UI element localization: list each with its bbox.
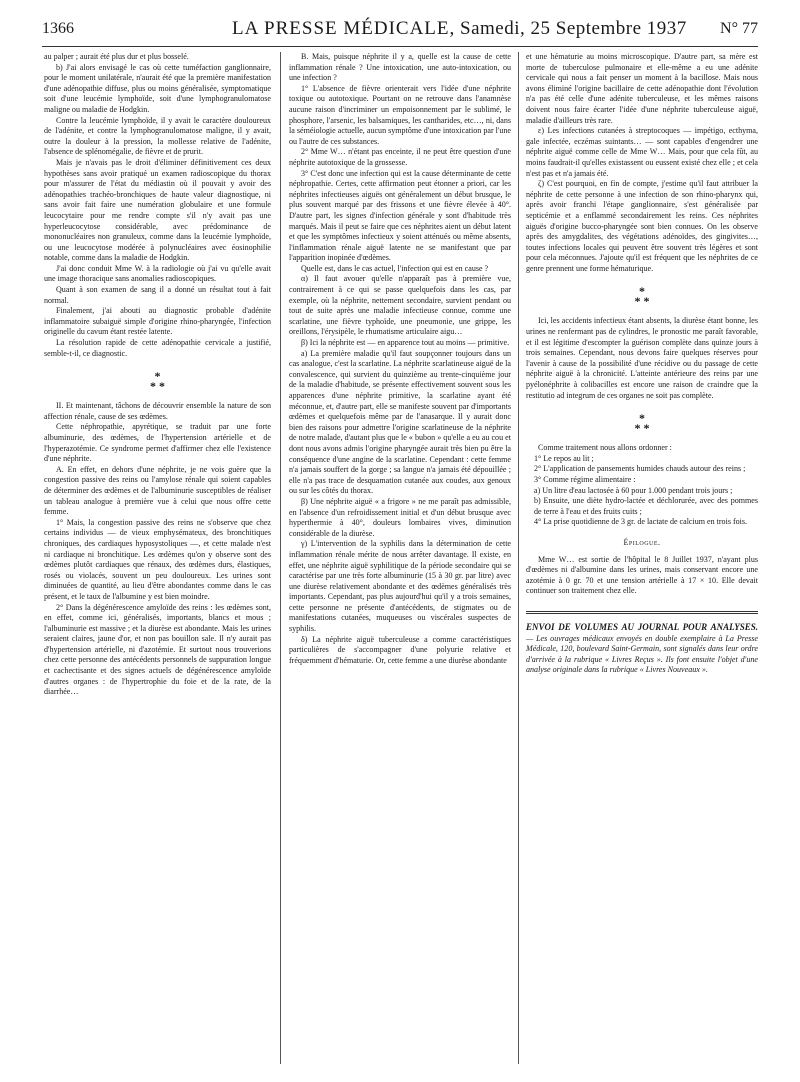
issue-date: , Samedi, 25 Septembre 1937 <box>449 18 687 39</box>
treatment-intro: Comme traitement nous allons ordonner : <box>538 443 672 453</box>
paragraph: Mais je n'avais pas le droit d'éliminer définitivement ces deux hypothèses sans avoir pratiqué un examen radioscopique du thorax pour m'assurer de l'état du médiastin où il pouvait y avoir des adénopathies trachéo-bronchiques de haute valeur diagnostique, ni sans avoir fait faire une numération globulaire et une formule leucocytaire pour me rendre compte s'il n'y avait pas une hyperleucocytose considérable, avec prédominance de mononucléaires non granuleux, comme dans la leucémie lymphoïde, ou une leucocytose modérée à polynucléaires avec éosinophilie notable, comme dans la maladie de Hodgkin. <box>44 157 271 263</box>
paragraph: II. Et maintenant, tâchons de découvrir ensemble la nature de son affection rénale, cause de ses œdèmes. <box>44 401 271 421</box>
paragraph: β) Une néphrite aiguë « a frigore » ne me paraît pas admissible, en l'absence d'un refroidissement initial et d'un début brusque avec hyperthermie à 40°, douleurs lombaires vives, diminution considérable de la diurèse. <box>289 496 511 538</box>
section-separator: * * * <box>150 369 165 394</box>
paragraph: J'ai donc conduit Mme W. à la radiologie où j'ai vu qu'elle avait une image thoracique sans anomalies radioscopiques. <box>44 263 271 284</box>
paragraph: 2° Dans la dégénérescence amyloïde des reins : les œdèmes sont, en effet, comme ici, généralisés, importants, blancs et mous ; l'albuminurie est massive ; et la diurèse est abondante. Mais les urines seraient claires, jaune d'or, et non pas bouillon sale. Il n'y aurait pas d'hypertension artérielle, ni d'azotémie. Et surtout nous trouverions chez cette personne des antécédents personnels de suppuration longue et cachectisante et des signes actuels de dégénérescence amyloïde d'autres organes : de l'hypertrophie du foie et de la rate, de la diarrhée… <box>44 602 271 697</box>
column-middle <box>289 52 511 666</box>
column-divider <box>280 52 281 1064</box>
paragraph: ζ) C'est pourquoi, en fin de compte, j'estime qu'il faut attribuer la néphrite de cette personne à une infection de son rhino-pharynx qui, après avoir franchi l'étape ganglionnaire, s'est généralisée par septicémie et a enflammé secondairement les reins. Ces néphrites aiguës d'origine bucco-pharyngée sont bien connues. On les observe après des amygdalites, des végétations adénoïdes, des gingivites…, toutes infections locales qui peuvent être souvent très légères et sont pour cela méconnues. J'ajoute qu'il est fréquent que les néphrites de ce genre prennent une forme hématurique. <box>526 179 758 273</box>
page-number: 1366 <box>42 20 74 37</box>
issue-number: N° 77 <box>720 20 758 37</box>
column-divider <box>518 52 519 1064</box>
paragraph: La résolution rapide de cette adénopathie cervicale a justifié, semble-t-il, ce diagnostic. <box>44 338 271 358</box>
notice-box <box>526 611 758 676</box>
paragraph: B. Mais, puisque néphrite il y a, quelle est la cause de cette inflammation rénale ? Une intoxication, une auto-intoxication, ou une infection ? <box>289 52 511 83</box>
paragraph: 1° L'absence de fièvre orienterait vers l'idée d'une néphrite toxique ou autotoxique. Pourtant on ne retrouve dans l'anamnèse aucune raison d'incriminer un empoisonnement par le sublimé, le phosphore, l'arsenic, les balsamiques, les cantharides, etc…, ni, dans la séméiologie actuelle, aucun symptôme d'une intoxication par l'une ou l'autre de ces substances. <box>289 83 511 146</box>
paragraph: 1° Mais, la congestion passive des reins ne s'observe que chez certains individus — de vieux emphysémateux, des bronchitiques chroniques, des cardiaques hyposystoliques —, et cette malade n'est ni cardiaque ni bronchitique. Les œdèmes qu'on y observe sont des œdèmes plutôt cardiaques que rénaux, des œdèmes durs, élastiques, rosés ou violacés, souvent un peu douloureux. Les urines sont diminuées de quantité, au lieu d'être abondantes comme dans le cas présent, et le taux de l'albumine y est bien moindre. <box>44 517 271 601</box>
section-separator: * * * <box>634 411 650 436</box>
treatment-item: b) Ensuite, une diète hydro-lactée et déchlorurée, avec des pommes de terre à l'eau et des fruits cuits ; <box>534 496 758 516</box>
paragraph: et une hématurie au moins microscopique. D'autre part, sa mère est morte de tuberculose pulmonaire et elle-même a eu une adénite cervicale qui nous a fait penser un moment à la bacillose. Mais nous avons éliminé l'origine bacillaire de cette adénopathie dont l'évolution n'a pas été celle d'une adénite tuberculeuse, et les mêmes raisons doivent nous faire écarter l'idée d'une néphrite tuberculeuse aiguë, maladie d'ailleurs très rare. <box>526 52 758 125</box>
epilogue-heading: Épilogue. <box>623 537 661 547</box>
paragraph: b) J'ai alors envisagé le cas où cette tuméfaction ganglionnaire, pour le moment unilatérale, n'aurait été que la première manifestation d'une adénopathie diffuse, plus ou moins généralisée, symptomatique soit d'une leucémie lymphoïde, soit d'une lymphogranulomatose maligne ou maladie de Hodgkin. <box>44 62 271 114</box>
notice-title: ENVOI DE VOLUMES AU JOURNAL POUR ANALYSES. <box>526 621 758 632</box>
paragraph: β) Ici la néphrite est — en apparence tout au moins — primitive. <box>301 338 510 348</box>
paragraph: Finalement, j'ai abouti au diagnostic probable d'adénite inflammatoire subaiguë simple d'origine rhino-pharyngée, l'infection originelle du cavum étant restée latente. <box>44 306 271 337</box>
paragraph: 2° Mme W… n'étant pas enceinte, il ne peut être question d'une néphrite autotoxique de la grossesse. <box>289 147 511 167</box>
notice-body: — Les ouvrages médicaux envoyés en double exemplaire à La Presse Médicale, 120, boulevard Saint-Germain, sont signalés dans leur ordre d'arrivée à la rubrique « Livres Reçus ». Ils font ensuite l'objet d'une analyse originale dans la rubrique « Livres Nouveaux ». <box>526 633 758 675</box>
treatment-item: 1° Le repos au lit ; <box>534 453 594 463</box>
column-left <box>44 52 271 698</box>
paragraph: Mme W… est sortie de l'hôpital le 8 Juillet 1937, n'ayant plus d'œdèmes ni d'albumine dans les urines, mais conservant encore une azotémie à 0 gr. 70 et une tension artérielle à 17 × 10. Elle devait continuer son traitement chez elle. <box>526 554 758 596</box>
paragraph: δ) La néphrite aiguë tuberculeuse a comme caractéristiques particulières de s'accompagner d'une polyurie relative et fréquemment d'hématurie. Or, cette femme a une diurèse abondante <box>289 634 511 665</box>
treatment-item: a) Un litre d'eau lactosée à 60 pour 1.000 pendant trois jours ; <box>534 485 733 495</box>
paragraph: α) Il faut avouer qu'elle n'apparaît pas à première vue, contrairement à ce qui se passe quelquefois dans les cas, par exemple, où la néphrite, nettement secondaire, survient pendant ou tout de suite après une maladie infectieuse connue, comme une scarlatine, une fièvre typhoïde, une pneumonie, une grippe, les oreillons, l'érysipèle, le rhumatisme articulaire aigu… <box>289 274 511 337</box>
header-rule <box>42 46 758 47</box>
column-right <box>526 52 758 676</box>
treatment-item: 4° La prise quotidienne de 3 gr. de lactate de calcium en trois fois. <box>534 517 748 527</box>
paragraph: Ici, les accidents infectieux étant absents, la diurèse étant bonne, les urines ne renfermant pas de cylindres, le pronostic me paraît favorable, et il est légitime d'escompter la guérison complète dans quinze jours à trois semaines. Cependant, nous devons faire quelques réserves pour l'avenir à cause de la possibilité d'une récidive ou du passage de cette néphrite aiguë à la chronicité. L'atteinte antérieure des reins par une pyélonéphrite à colibacilles est encore une raison de craindre que la restitutio ad integrum de ces organes ne soit pas complète. <box>526 316 758 400</box>
paragraph: a) La première maladie qu'il faut soupçonner toujours dans un cas analogue, c'est la scarlatine. La néphrite scarlatineuse aiguë de la convalescence, qui survient du quinzième au trente-cinquième jour de la maladie d'habitude, se présente effectivement souvent sous les apparences d'une néphrite primitive, la scarlatine ayant été méconnue, et, d'autre part, elle se manifeste souvent par d'importants œdèmes et quelquefois même par de l'anasarque. Il y aurait donc bien des raisons pour admettre l'origine scarlatineuse de la néphrite de notre malade, d'autant plus que le « bubon » qu'elle a eu au cou et dont nous avons admis l'origine pharyngée aurait très bien pu être la conséquence d'une angine de la scarlatine. Cependant : cette femme n'a jamais souffert de la gorge ; sa langue n'a jamais été dépouillée ; elle n'a pas trace de desquamation cutanée aux coudes, aux genoux ou sur les côtés du thorax. <box>289 348 511 496</box>
journal-name: LA PRESSE MÉDICALE <box>232 18 450 39</box>
treatment-item: 2° L'application de pansements humides chauds autour des reins ; <box>534 464 746 474</box>
paragraph: au palper ; aurait été plus dur et plus bosselé. <box>44 52 189 61</box>
paragraph: 3° C'est donc une infection qui est la cause déterminante de cette néphropathie. Certes, cette affirmation peut étonner a priori, car les néphrites infectieuses aiguës ont généralement un début brusque, le plus souvent marqué par des frissons et une fièvre élevée à 40°. D'autre part, les signes d'infection générale y sont d'habitude très marqués. Mais il peut se faire que ces néphrites aient un début latent et que les symptômes infectieux y soient atténués ou même absents, l'inflammation rénale aiguë latente ne se manifestant que par l'apparition inopinée d'œdèmes. <box>289 168 511 263</box>
paragraph: ε) Les infections cutanées à streptocoques — impétigo, ecthyma, gale infectée, eczémas suintants… — sont capables d'engendrer une néphrite aiguë comme celle de Mme W… Mais, pour que cela fût, au moins faudrait-il qu'elles existassent ou eussent existé chez elle ; et cela n'est pas et n'a jamais été. <box>526 126 758 178</box>
paragraph: Contre la leucémie lymphoïde, il y avait le caractère douloureux de l'adénite, et contre la lymphogranulomatose maligne, il y avait, outre la douleur à la pression, la mollesse relative de l'adénite, l'absence de splénomégalie, de fièvre et de prurit. <box>44 115 271 157</box>
paragraph: Quant à son examen de sang il a donné un résultat tout à fait normal. <box>44 285 271 305</box>
paragraph: γ) L'intervention de la syphilis dans la détermination de cette inflammation rénale mérite de nous arrêter davantage. Il existe, en effet, une néphrite aiguë syphilitique de la période secondaire qui se caractérise par une très forte albuminurie (15 à 30 gr. par litre) avec une diurèse relativement abondante et des œdèmes généralisés très importants. Cependant, pas plus aujourd'hui qu'il y a trois semaines, cette personne ne présente d'antécédents, de stigmates ou de manifestations cutanées, muqueuses ou viscérales suspectes de syphilis. <box>289 539 511 634</box>
treatment-item: 3° Comme régime alimentaire : <box>534 475 636 484</box>
paragraph: Quelle est, dans le cas actuel, l'infection qui est en cause ? <box>301 263 489 273</box>
running-header <box>42 16 758 42</box>
journal-title-line <box>232 18 687 40</box>
paragraph: Cette néphropathie, apyrétique, se traduit par une forte albuminurie, des œdèmes, de l'hypertension artérielle et de l'hyperazotémie. Ce syndrome permet d'affirmer chez elle l'existence d'une néphrite. <box>44 422 271 464</box>
section-separator: * * * <box>634 284 650 309</box>
paragraph: A. En effet, en dehors d'une néphrite, je ne vois guère que la congestion passive des reins ou l'amylose rénale qui soient capables de déterminer des œdèmes et de l'albuminurie susceptibles de réaliser un tableau analogue à première vue à celui que nous offre cette femme. <box>44 464 271 517</box>
